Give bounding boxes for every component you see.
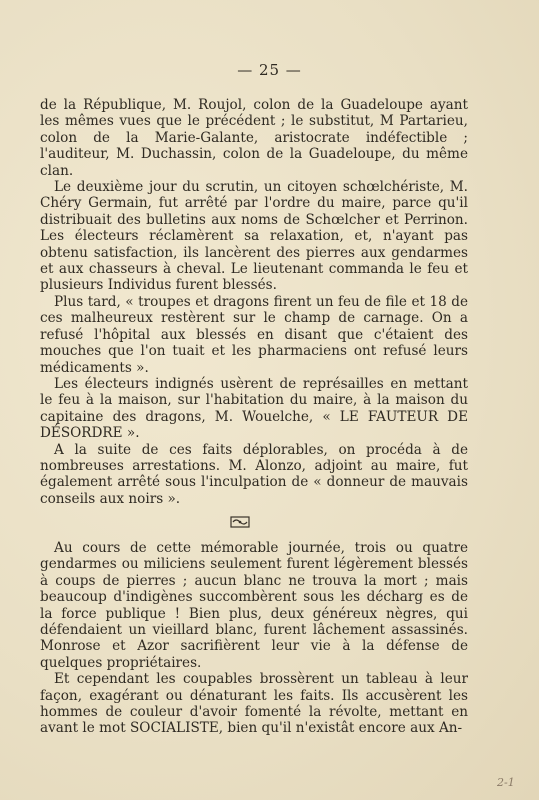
text-block-top [40, 97, 468, 507]
text-block-bottom [40, 540, 468, 737]
page-number: — 25 — [237, 61, 302, 79]
paragraph: Les électeurs indignés usèrent de représailles en mettant le feu à la maison, sur l'habitation du maire, à la maison du capitaine des dragons, M. Wouelche, « LE FAUTEUR DE DÉSORDRE ». [40, 375, 468, 442]
paragraph: A la suite de ces faits déplorables, on procéda à de nombreuses arrestations. M. Alonzo, adjoint au maire, fut également arrêté sous l'inculpation de « donneur de mauvais conseils aux noirs ». [40, 441, 468, 507]
paragraph: Au cours de cette mémorable journée, trois ou quatre gendarmes ou miliciens seulement furent légèrement blessés à coups de pierres ; aucun blanc ne trouva la mort ; mais beaucoup d'indigènes succombèrent sous les décharg es de la force publique ! Bien plus, deux généreux nègres, qui défendaient un vieillard blanc, furent lâchement assassinés. Monrose et Azor sacrifièrent leur vie à la défense de quelques propriétaires. [40, 540, 468, 671]
printer-ornament-icon [230, 516, 250, 528]
margin-annotation: 2-1 [497, 776, 515, 789]
paragraph: de la République, M. Roujol, colon de la Guadeloupe ayant les mêmes vues que le précédent ; le substitut, M Partarieu, colon de la Marie-Galante, aristocrate indéfectible ; l'auditeur, M. Duchassin, colon de la Guadeloupe, du même clan. [40, 97, 468, 179]
paragraph: Et cependant les coupables brossèrent un tableau à leur façon, exagérant ou dénaturant les faits. Ils accusèrent les hommes de couleur d'avoir fomenté la révolte, mettant en avant le mot SOCIALISTE, bien qu'il n'existât encore aux An- [40, 671, 468, 737]
paragraph: Le deuxième jour du scrutin, un citoyen schœlchériste, M. Chéry Germain, fut arrêté par l'ordre du maire, parce qu'il distribuait des bulletins aux noms de Schœlcher et Perrinon. Les électeurs réclamèrent sa relaxation, et, n'ayant pas obtenu satisfaction, ils lancèrent des pierres aux gendarmes et aux chasseurs à cheval. Le lieutenant commanda le feu et plusieurs Individus furent blessés. [40, 179, 468, 294]
paragraph: Plus tard, « troupes et dragons firent un feu de file et 18 de ces malheureux restèrent sur le champ de carnage. On a refusé l'hôpital aux blessés en disant que c'étaient des mouches que l'on tuait et les pharmaciens ont refusé leurs médicaments ». [40, 293, 468, 376]
